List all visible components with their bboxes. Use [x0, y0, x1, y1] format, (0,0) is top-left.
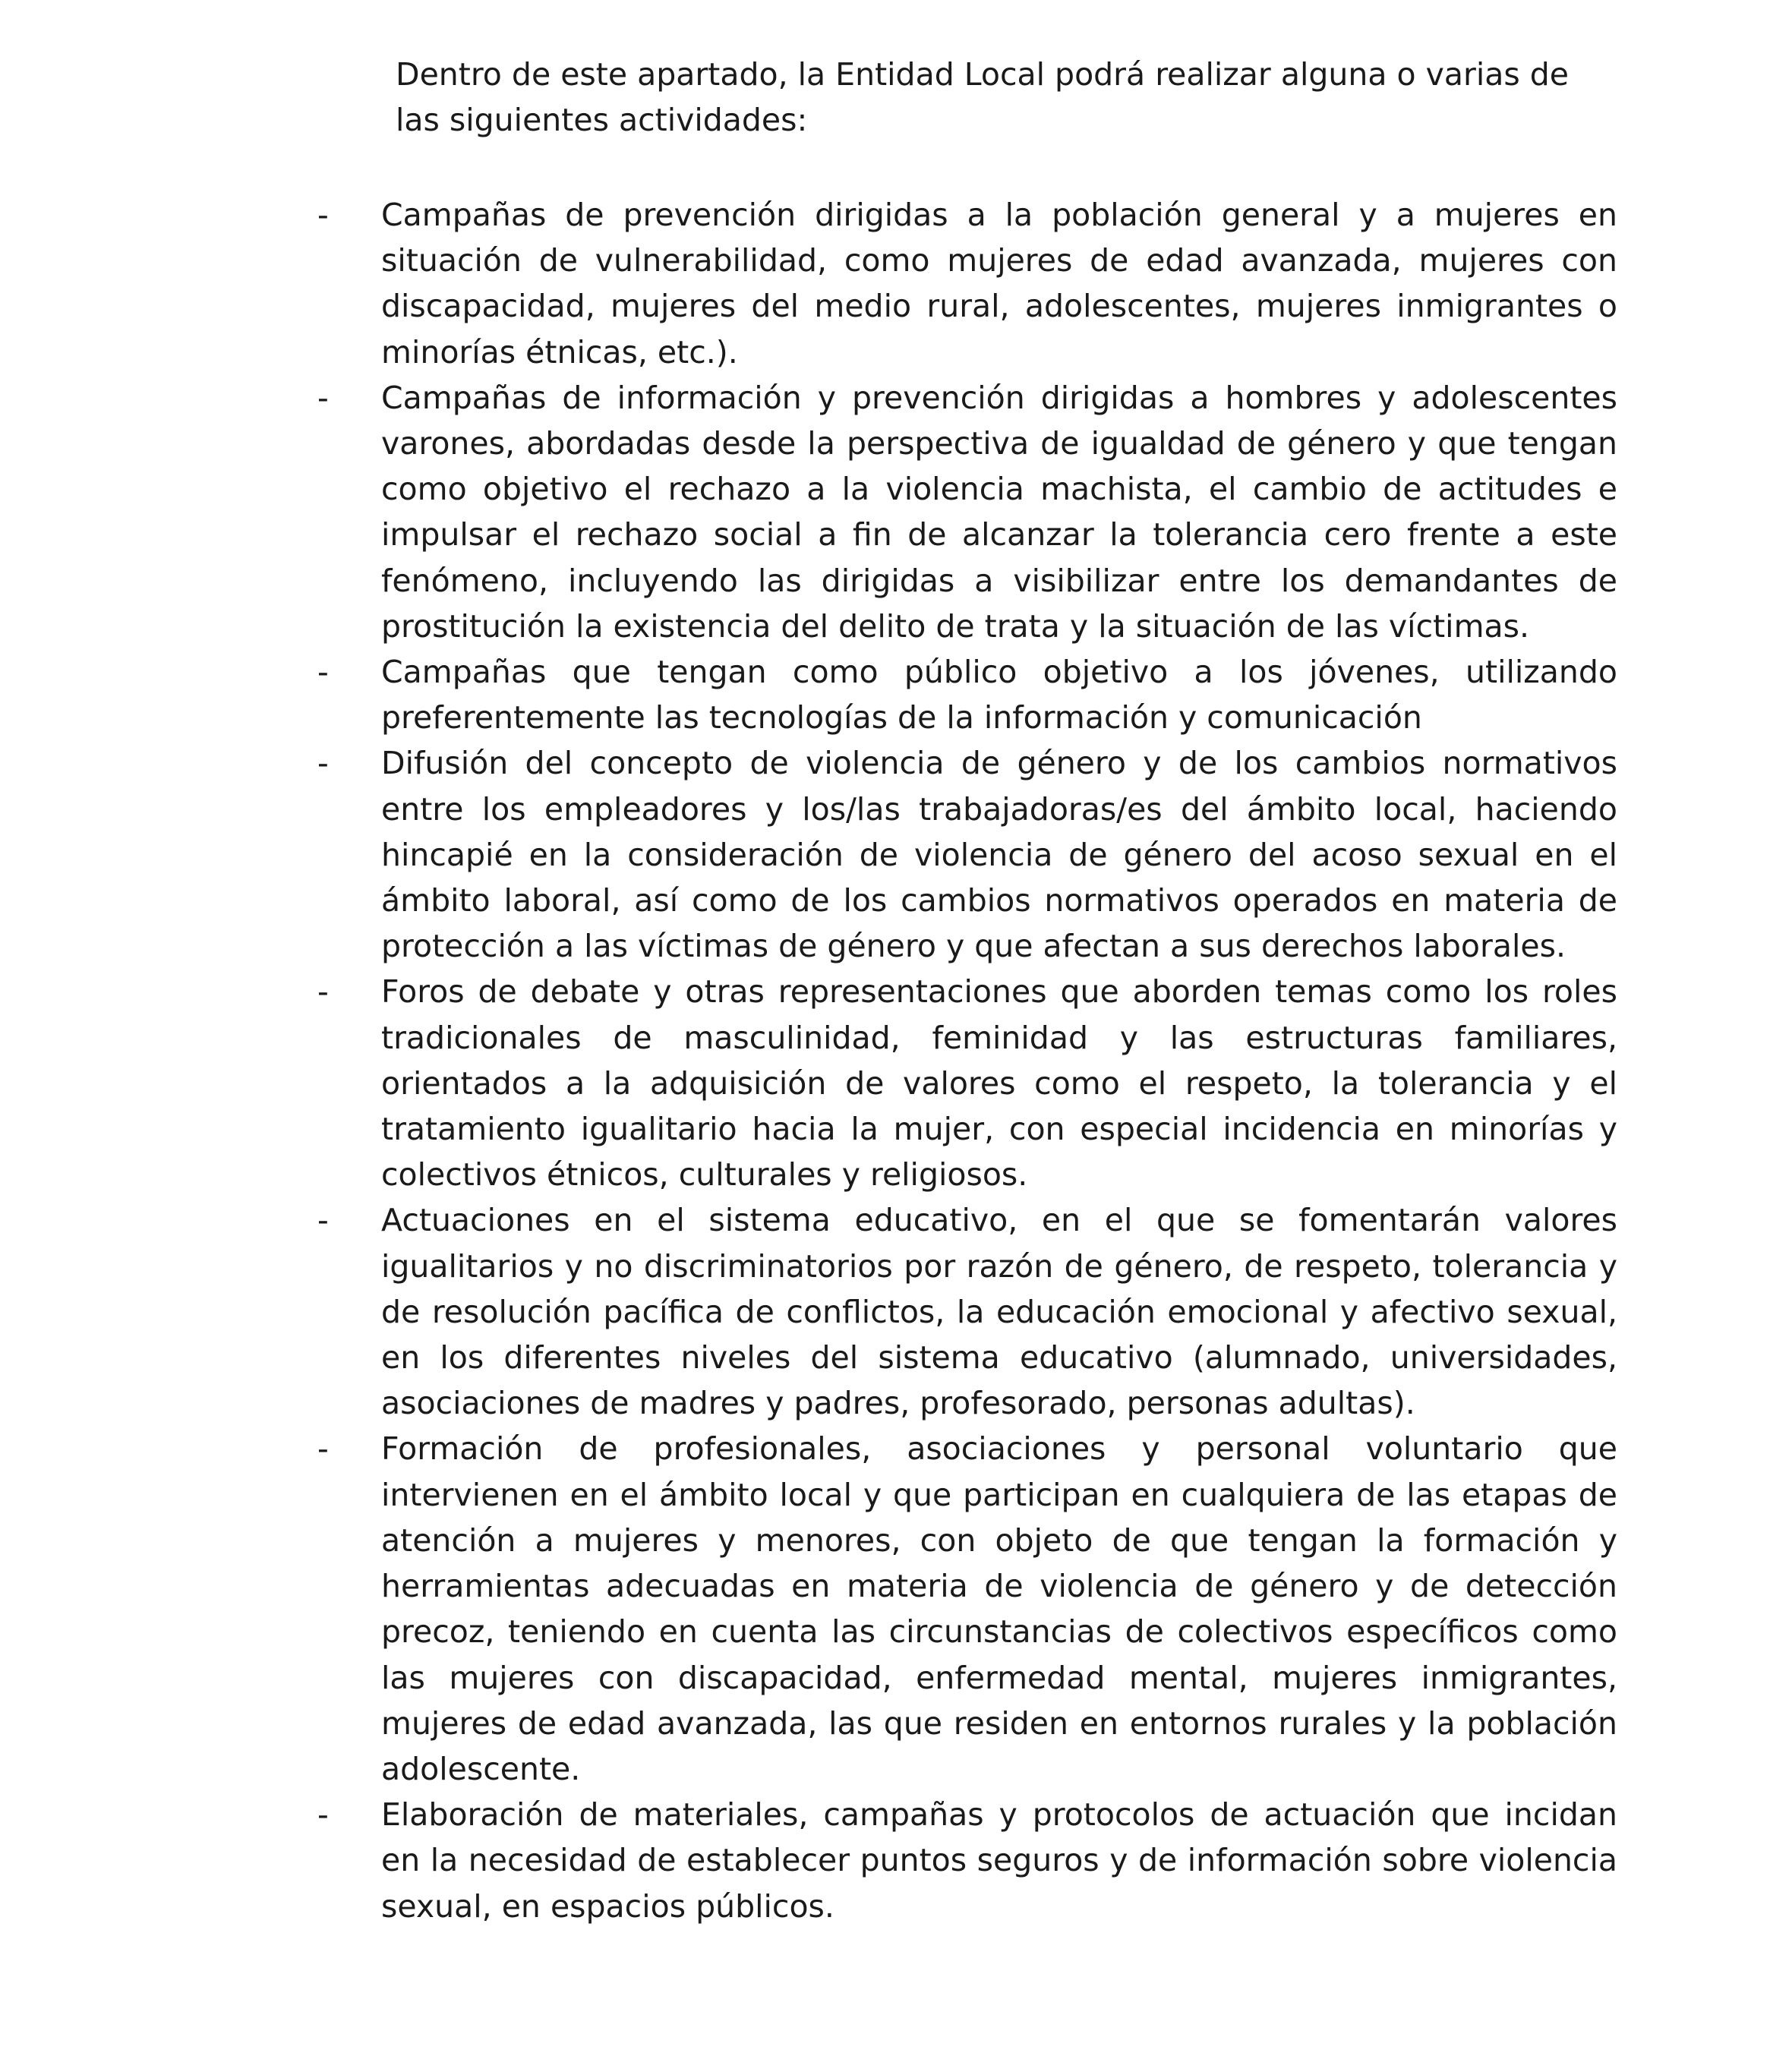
bullet-dash: - [317, 973, 329, 1011]
list-item-text: Actuaciones en el sistema educativo, en el que se fomentarán valores igualitarios y no discriminatorios por razón de género, de respeto, tolerancia y de resolución pacífica de conflictos, la educación emocional y afectivo sexual, en los diferentes niveles del sistema educativo (alumnado, universidades, asociaciones de madres y padres, profesorado, personas adultas). [381, 1202, 1617, 1422]
bullet-dash: - [317, 379, 329, 416]
list-item [0, 375, 1792, 649]
list-item [0, 649, 1792, 740]
bullet-dash: - [317, 1202, 329, 1239]
list-item [0, 1197, 1792, 1426]
bullet-dash: - [317, 197, 329, 233]
list-item-text: Formación de profesionales, asociaciones y personal voluntario que intervienen en el ámbito local y que participan en cualquiera de las etapas de atención a mujeres y menores, con objeto de que tengan la formación y herramientas adecuadas en materia de violencia de género y de detección precoz, teniendo en cuenta las circunstancias de colectivos específicos como las mujeres con discapacidad, enfermedad mental, mujeres inmigrantes, mujeres de edad avanzada, las que residen en entornos rurales y la población adolescente. [381, 1430, 1617, 1787]
intro-paragraph: Dentro de este apartado, la Entidad Local podrá realizar alguna o varias de las siguientes actividades: [396, 56, 1570, 138]
list-item [0, 1792, 1792, 1929]
bullet-dash: - [317, 1796, 329, 1834]
list-item-text: Campañas de prevención dirigidas a la población general y a mujeres en situación de vulnerabilidad, como mujeres de edad avanzada, mujeres con discapacidad, mujeres del medio rural, adolescentes, mujeres inmigrantes o minorías étnicas, etc.). [381, 197, 1617, 371]
list-item-text: Campañas que tengan como público objetivo a los jóvenes, utilizando preferentemente las tecnologías de la información y comunicación [381, 654, 1617, 736]
bullet-dash: - [317, 654, 329, 691]
bullet-dash: - [317, 1430, 329, 1468]
list-item-text: Foros de debate y otras representaciones que aborden temas como los roles tradicionales de masculinidad, feminidad y las estructuras familiares, orientados a la adquisición de valores como el respeto, la tolerancia y el tratamiento igualitario hacia la mujer, con especial incidencia en minorías y colectivos étnicos, culturales y religiosos. [381, 973, 1617, 1194]
list-item [0, 1426, 1792, 1792]
list-item [0, 740, 1792, 969]
list-item-text: Campañas de información y prevención dirigidas a hombres y adolescentes varones, abordadas desde la perspectiva de igualdad de género y que tengan como objetivo el rechazo a la violencia machista, el cambio de actitudes e impulsar el rechazo social a fin de alcanzar la tolerancia cero frente a este fenómeno, incluyendo las dirigidas a visibilizar entre los demandantes de prostitución la existencia del delito de trata y la situación de las víctimas. [381, 379, 1617, 645]
bullet-dash: - [317, 745, 329, 782]
list-item-text: Elaboración de materiales, campañas y protocolos de actuación que incidan en la necesidad de establecer puntos seguros y de información sobre violencia sexual, en espacios públicos. [381, 1796, 1617, 1925]
activity-list [0, 192, 1792, 1929]
list-item [0, 969, 1792, 1197]
list-item-text: Difusión del concepto de violencia de género y de los cambios normativos entre los empleadores y los/las trabajadoras/es del ámbito local, haciendo hincapié en la consideración de violencia de género del acoso sexual en el ámbito laboral, así como de los cambios normativos operados en materia de protección a las víctimas de género y que afectan a sus derechos laborales. [381, 745, 1617, 965]
list-item [0, 192, 1792, 375]
